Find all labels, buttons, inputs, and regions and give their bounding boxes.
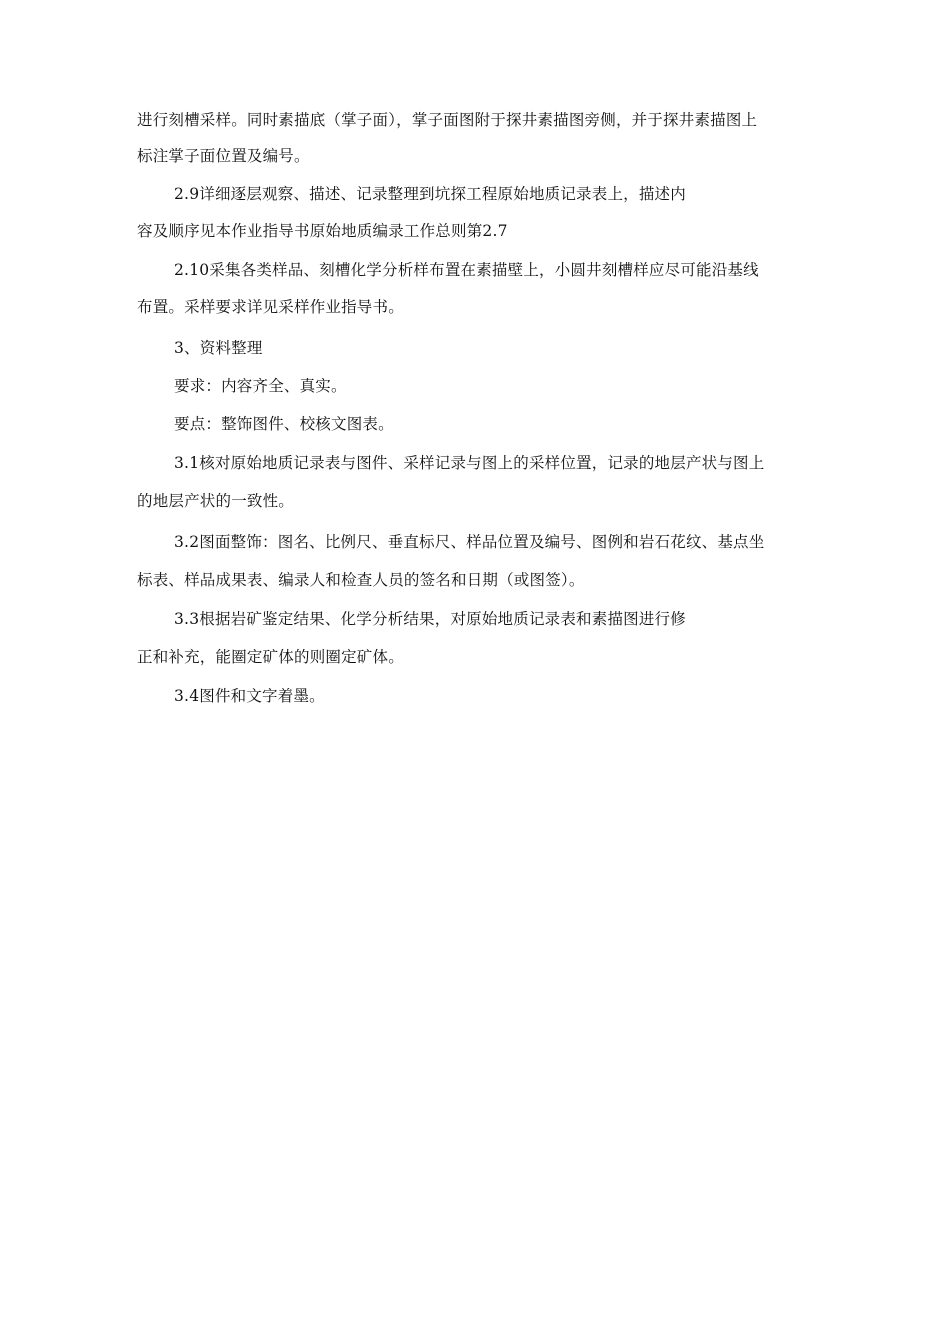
text-line: 3.2图面整饰：图名、比例尺、垂直标尺、样品位置及编号、图例和岩石花纹、基点坐 (174, 533, 765, 551)
text-line: 标注掌子面位置及编号。 (137, 147, 310, 165)
text-line: 3.1核对原始地质记录表与图件、采样记录与图上的采样位置，记录的地层产状与图上 (174, 454, 765, 472)
section-heading: 3、资料整理 (174, 339, 263, 357)
text-line: 3.4图件和文字着墨。 (174, 687, 325, 705)
text-line: 进行刻槽采样。同时素描底（掌子面），掌子面图附于探井素描图旁侧，并于探井素描图上 (137, 111, 758, 129)
text-line: 2.10采集各类样品、刻槽化学分析样布置在素描壁上，小圆井刻槽样应尽可能沿基线 (174, 261, 759, 279)
text-line: 的地层产状的一致性。 (137, 492, 295, 510)
text-line: 要点：整饰图件、校核文图表。 (174, 415, 394, 433)
text-line: 容及顺序见本作业指导书原始地质编录工作总则第2.7 (137, 222, 508, 240)
text-line: 3.3根据岩矿鉴定结果、化学分析结果，对原始地质记录表和素描图进行修 (174, 610, 686, 628)
text-line: 标表、样品成果表、编录人和检查人员的签名和日期（或图签）。 (137, 571, 585, 589)
text-line: 2.9详细逐层观察、描述、记录整理到坑探工程原始地质记录表上，描述内 (174, 185, 686, 203)
text-line: 正和补充，能圈定矿体的则圈定矿体。 (137, 648, 404, 666)
text-line: 布置。采样要求详见采样作业指导书。 (137, 298, 404, 316)
text-line: 要求：内容齐全、真实。 (174, 377, 347, 395)
